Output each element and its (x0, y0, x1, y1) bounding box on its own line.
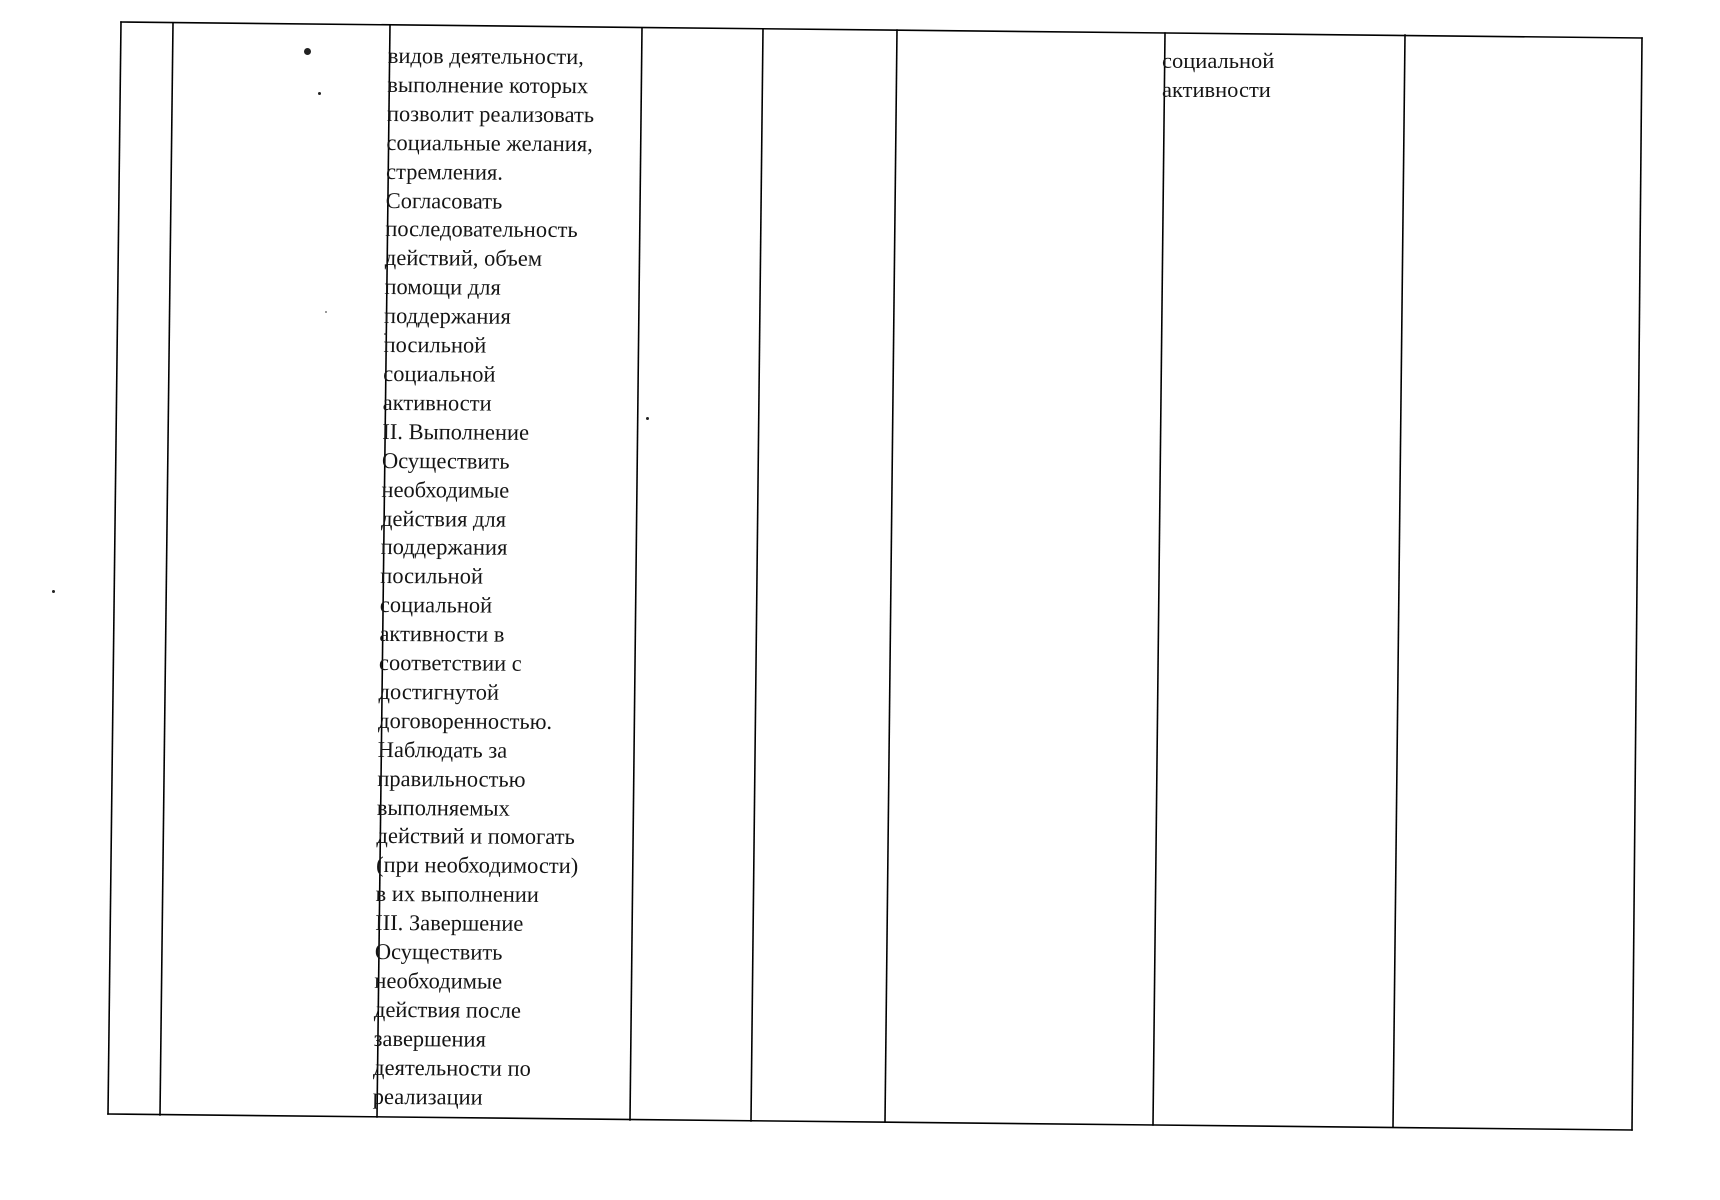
column-rule-6 (1153, 33, 1165, 1125)
column-rule-5 (885, 30, 897, 1122)
scan-speck (52, 590, 55, 593)
table-cell-col3-text: видов деятельности, выполнение которых позволит реализовать социальные желания, стремления. Согласовать последовательность действий, объем помощи для поддержания посильной социальной активности II. Выполнение Осуществить необходимые действия для поддержания посильной социальной активности в соответствии с достигнутой договоренностью. Наблюдать за правильностью выполняемых действий и помогать (при необходимости) в их выполнении III. Завершение Осуществить необходимые действия после завершения деятельности по реализации (372, 42, 595, 1110)
table-bottom-border (108, 1114, 1632, 1130)
column-rule-4 (751, 29, 763, 1121)
table-top-border (121, 22, 1642, 38)
scan-speck (318, 92, 321, 95)
scan-speck (646, 417, 649, 420)
table-cell-col7-text: социальной активности (1162, 48, 1275, 102)
column-rule-7 (1393, 35, 1405, 1127)
scan-speck (325, 311, 327, 313)
table-left-border (108, 22, 121, 1114)
table-right-border (1632, 38, 1642, 1130)
scan-speck (304, 48, 311, 55)
column-rule-1 (160, 23, 173, 1115)
